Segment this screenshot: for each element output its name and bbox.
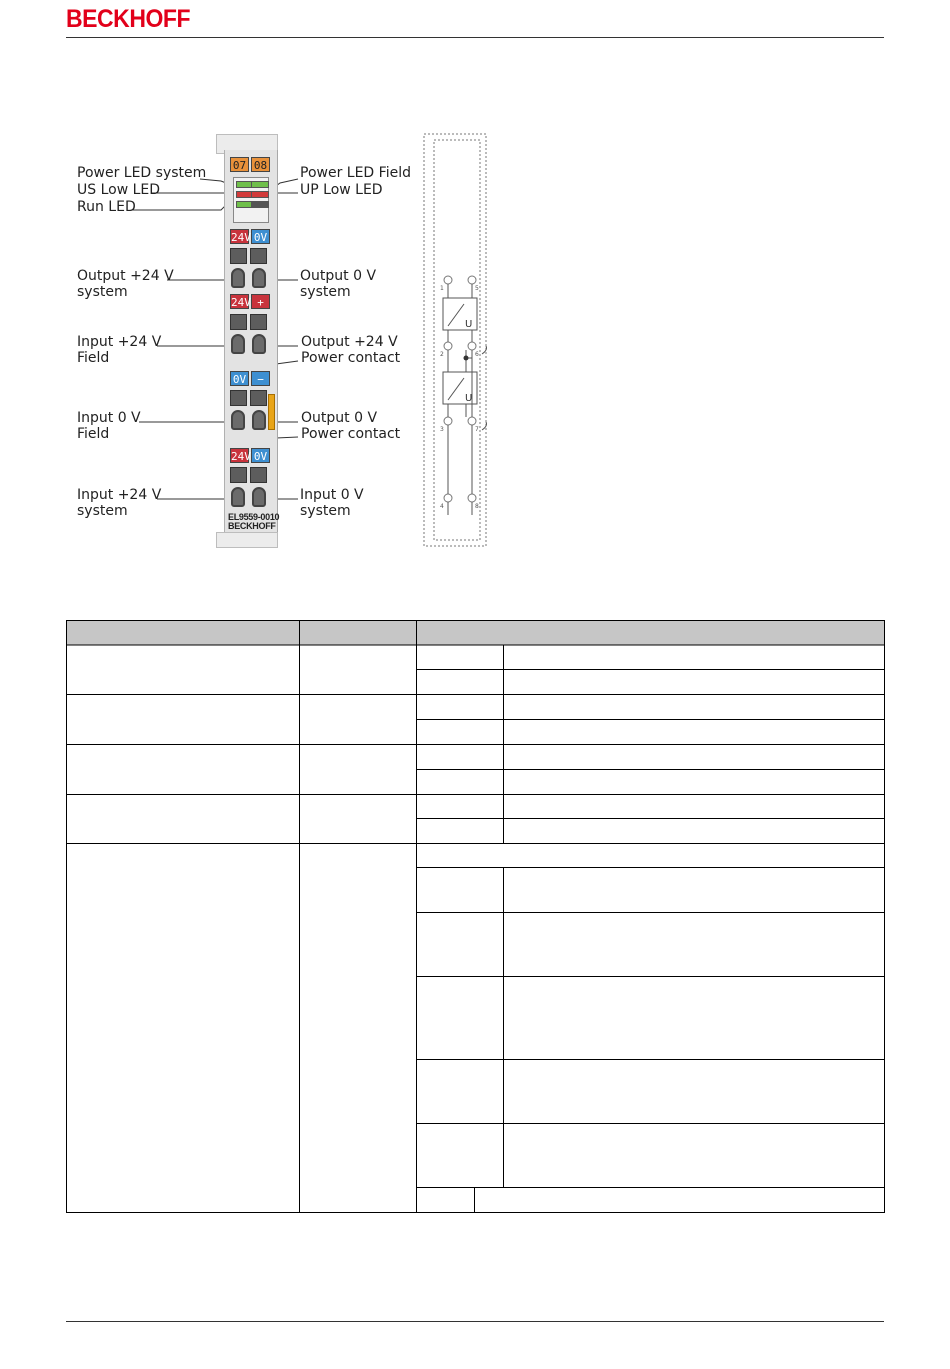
beckhoff-logo: BECKHOFF bbox=[66, 5, 191, 33]
spring-release bbox=[250, 248, 267, 264]
led-table-grid bbox=[66, 620, 885, 1213]
badge-0v: 0V bbox=[230, 371, 249, 386]
badge-24v: 24V bbox=[231, 231, 251, 244]
terminal-point-3 bbox=[231, 410, 245, 430]
spring-release bbox=[230, 248, 247, 264]
label-output-24v-power-contact: Output +24 V Power contact bbox=[301, 334, 401, 366]
footer-divider bbox=[66, 1321, 884, 1322]
spring-release bbox=[230, 314, 247, 330]
label-input-0v-field: Input 0 V Field bbox=[77, 410, 141, 442]
terminal-point-1 bbox=[231, 268, 245, 288]
run-led-off bbox=[251, 201, 269, 208]
badge-0v: 0V bbox=[251, 448, 270, 463]
terminal-point-7 bbox=[252, 410, 266, 430]
svg-text:1: 1 bbox=[440, 285, 444, 292]
label-us-low-led: US Low LED bbox=[77, 182, 161, 198]
svg-text:7: 7 bbox=[475, 426, 479, 433]
terminal-point-6 bbox=[252, 334, 266, 354]
svg-text:6: 6 bbox=[475, 351, 479, 358]
label-output-0v-system: Output 0 V system bbox=[300, 268, 377, 300]
spring-release bbox=[250, 314, 267, 330]
label-power-led-system: Power LED system bbox=[77, 165, 207, 181]
terminal-figure bbox=[0, 0, 950, 600]
spring-release bbox=[230, 467, 247, 483]
terminal-point-8 bbox=[252, 487, 266, 507]
svg-text:5: 5 bbox=[475, 285, 479, 292]
svg-text:2: 2 bbox=[440, 351, 444, 358]
badge-plus: + bbox=[251, 294, 270, 309]
terminal-point-4 bbox=[231, 487, 245, 507]
badge-24v: 24V bbox=[231, 450, 251, 463]
label-output-0v-power-contact: Output 0 V Power contact bbox=[301, 410, 401, 442]
terminal-point-5 bbox=[252, 268, 266, 288]
svg-text:U: U bbox=[465, 393, 473, 404]
label-input-24v-field: Input +24 V Field bbox=[77, 334, 162, 366]
terminal-type-label: EL9559-0010 bbox=[228, 512, 280, 522]
svg-text:8: 8 bbox=[475, 503, 479, 510]
terminal-point-2 bbox=[231, 334, 245, 354]
spring-release bbox=[230, 390, 247, 406]
label-run-led: Run LED bbox=[77, 199, 136, 215]
svg-text:U: U bbox=[465, 319, 473, 330]
spring-release bbox=[250, 390, 267, 406]
label-input-24v-system: Input +24 V system bbox=[77, 487, 162, 519]
terminal-schematic bbox=[420, 130, 500, 550]
led-table bbox=[66, 620, 885, 1213]
terminal-bottom-latch bbox=[216, 532, 278, 548]
svg-text:4: 4 bbox=[440, 503, 444, 510]
badge-0v: 0V bbox=[251, 229, 270, 244]
label-up-low-led: UP Low LED bbox=[300, 182, 383, 198]
led-window bbox=[233, 177, 269, 223]
label-power-led-field: Power LED Field bbox=[300, 165, 411, 181]
svg-text:3: 3 bbox=[440, 426, 444, 433]
label-output-24v-system: Output +24 V system bbox=[77, 268, 174, 300]
spring-release bbox=[250, 467, 267, 483]
led-badge-08: 08 bbox=[251, 157, 270, 172]
power-led-field bbox=[251, 181, 269, 188]
terminal-brand-label: BECKHOFF bbox=[228, 521, 276, 531]
label-input-0v-system: Input 0 V system bbox=[300, 487, 364, 519]
power-contact-marker bbox=[268, 394, 275, 430]
badge-minus: − bbox=[251, 371, 270, 386]
badge-24v: 24V bbox=[231, 296, 251, 309]
up-low-led bbox=[251, 191, 269, 198]
led-badge-07: 07 bbox=[230, 157, 249, 172]
